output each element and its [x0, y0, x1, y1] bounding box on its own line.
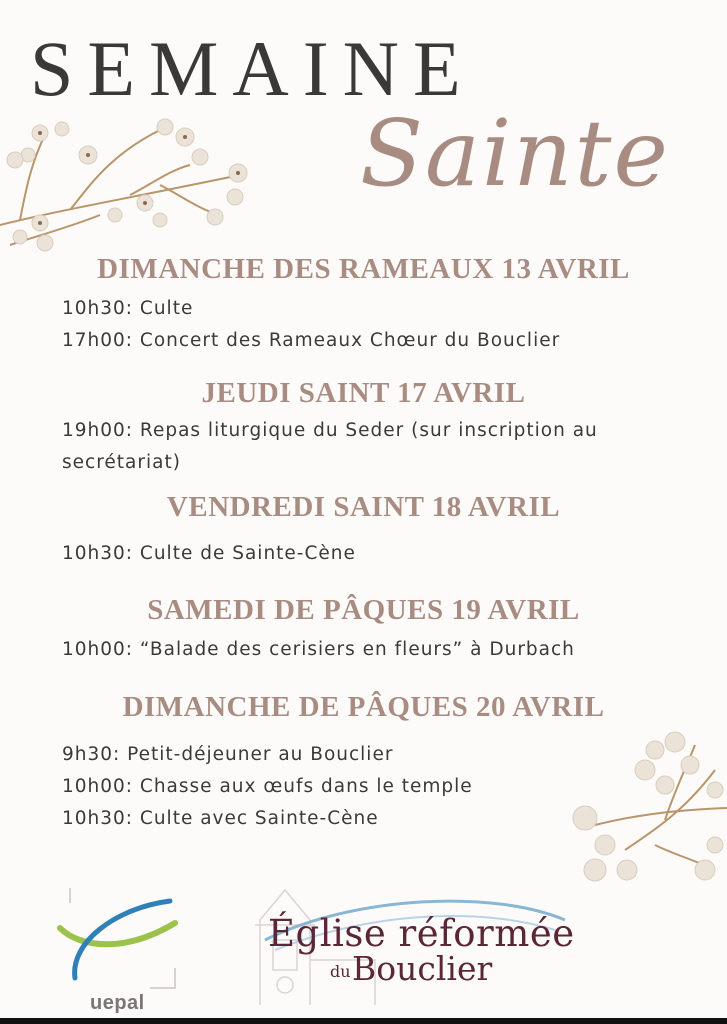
event-line: 10h30: Culte avec Sainte-Cène [62, 808, 379, 829]
day-section-3 [0, 489, 727, 570]
church-name-du: du [330, 962, 351, 981]
day-heading: VENDREDI SAINT 18 AVRIL [166, 491, 561, 523]
church-name-line1: Église réformée [268, 912, 575, 955]
day-heading: DIMANCHE DE PÂQUES 20 AVRIL [122, 691, 605, 723]
event-line: 10h00: “Balade des cerisiers en fleurs” à Durbach [62, 639, 575, 660]
day-section-4 [0, 592, 727, 666]
bottom-bar [0, 1018, 727, 1024]
day-heading: SAMEDI DE PÂQUES 19 AVRIL [147, 594, 580, 626]
branch-flowers-left-icon [0, 115, 260, 255]
day-heading: DIMANCHE DES RAMEAUX 13 AVRIL [97, 253, 630, 285]
day-section-1 [0, 251, 727, 357]
uepal-label: uepal [90, 992, 145, 1014]
church-name-line2: Bouclier [352, 949, 493, 988]
event-line: 10h00: Chasse aux œufs dans le temple [62, 776, 473, 797]
page-title: SEMAINE [30, 25, 475, 112]
day-section-5 [0, 689, 727, 835]
event-line: 19h00: Repas liturgique du Seder (sur inscription au secrétariat) [62, 420, 598, 473]
event-line: 17h00: Concert des Rameaux Chœur du Bouclier [62, 330, 561, 351]
event-line: 10h30: Culte de Sainte-Cène [62, 543, 356, 564]
page-title-script: Sainte [360, 100, 670, 207]
event-line: 9h30: Petit-déjeuner au Bouclier [62, 744, 394, 765]
day-heading: JEUDI SAINT 17 AVRIL [201, 377, 526, 409]
day-section-2 [0, 375, 727, 479]
event-line: 10h30: Culte [62, 298, 194, 319]
